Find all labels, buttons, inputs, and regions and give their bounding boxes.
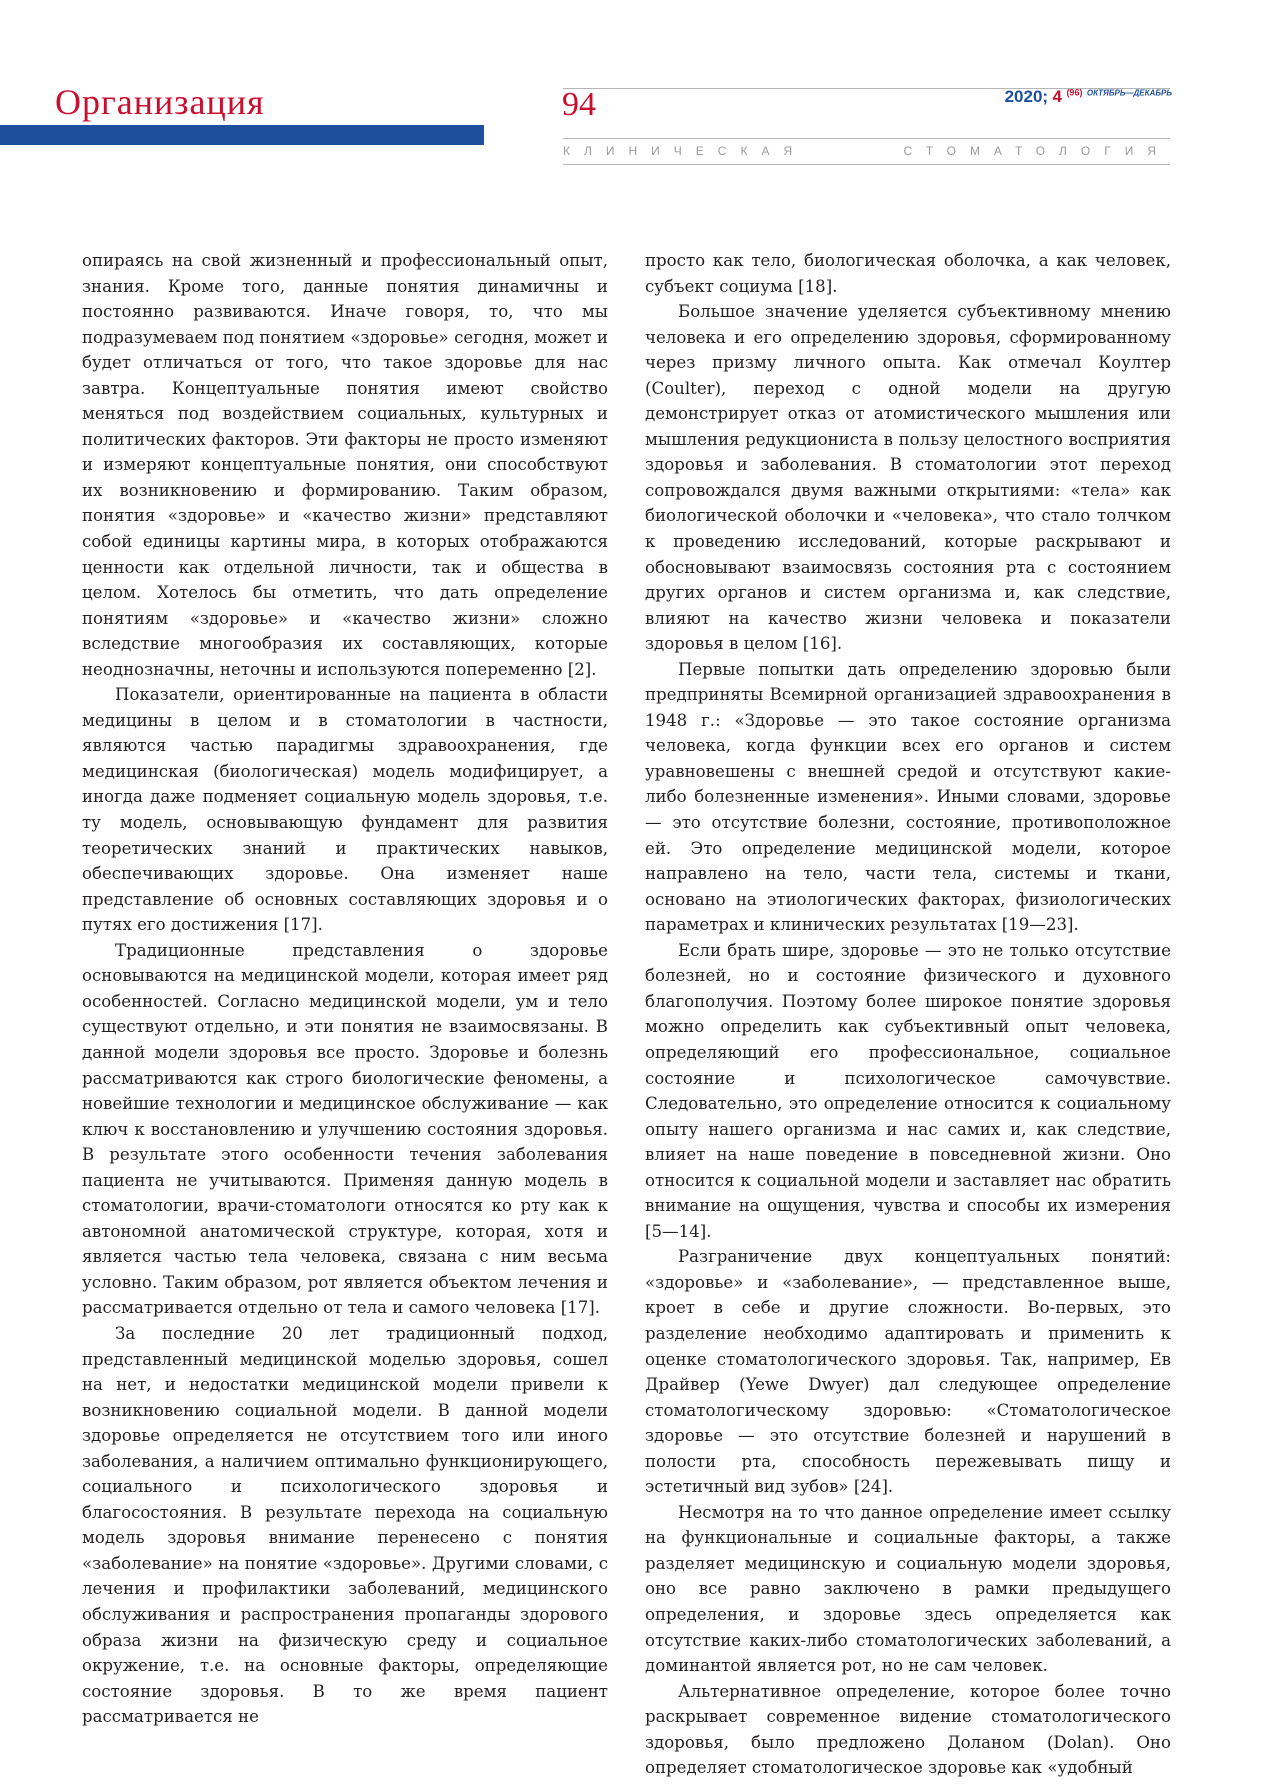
- journal-word: СТОМАТОЛОГИЯ: [903, 144, 1170, 158]
- journal-word: КЛИНИЧЕСКАЯ: [563, 144, 807, 158]
- issue-number: 4: [1052, 87, 1062, 106]
- paragraph: Если брать шире, здоровье — это не только отсутствие болезней, но и состояние физического и духовного благополучия. Поэтому более широкое понятие здоровья можно определить как субъективный опыт человека, определяющий его профессиональное, социальное состояние и психологическое самочувствие. Следовательно, это определение относится к социальному опыту нашего организма и нас самих и, как следствие, влияет на наше поведение в повседневной жизни. Оно относится к социальной модели и заставляет нас обратить внимание на ощущения, чувства и способы их измерения [5—14].: [645, 940, 1171, 1241]
- paragraph: Первые попытки дать определению здоровью были предприняты Всемирной организацией здравоохранения в 1948 г.: «Здоровье — это такое состояние организма человека, когда функции всех его органов и систем уравновешены с внешней средой и отсутствуют какие-либо болезненные изменения». Иными словами, здоровье — это отсутствие болезни, состояние, противоположное ей. Это определение медицинской модели, которое направлено на тело, части тела, системы и ткани, основано на этиологических факторах, физиологических параметрах и клинических результатах [19—23].: [645, 659, 1171, 935]
- paragraph: Традиционные представления о здоровье основываются на медицинской модели, которая имеет ряд особенностей. Согласно медицинской модели, ум и тело существуют отдельно, и эти понятия не взаимосвязаны. В данной модели здоровья все просто. Здоровье и болезнь рассматриваются как строго биологические феномены, а новейшие технологии и медицинское обслуживание — как ключ к восстановлению и улучшению состояния здоровья. В результате этого особенности течения заболевания пациента не учитываются. Применяя данную модель в стоматологии, врачи-стоматологи относятся ко рту как к автономной анатомической структуре, которая, хотя и является частью тела человека, связана с ним весьма условно. Таким образом, рот является объектом лечения и рассматривается отдельно от тела и самого человека [17].: [82, 940, 608, 1318]
- journal-name: [563, 144, 1170, 158]
- issue-total: (96): [1066, 87, 1083, 98]
- paragraph: просто как тело, биологическая оболочка, а как человек, субъект социума [18].: [645, 251, 1171, 296]
- header-rule-bottom: [563, 164, 1170, 165]
- issue-months: ОКТЯБРЬ—ДЕКАБРЬ: [1086, 88, 1172, 98]
- issue-info: [1005, 88, 1172, 106]
- paragraph: Большое значение уделяется субъективному мнению человека и его определению здоровья, сформированному через призму личного опыта. Как отмечал Коултер (Coulter), переход с одной модели на другую демонстрирует отказ от атомистического мышления или мышления редукциониста в пользу целостного восприятия здоровья и заболевания. В стоматологии этот переход сопровождался двумя важными открытиями: «тела» как биологической оболочки и «человека», что стало толчком к проведению исследований, которые раскрывают и обосновывают взаимосвязь состояния рта с состоянием других органов и систем организма и, как следствие, влияют на качество жизни человека и показатели здоровья в целом [16].: [645, 302, 1171, 654]
- paragraph: Несмотря на то что данное определение имеет ссылку на функциональные и социальные факторы, а также разделяет медицинскую и социальную модели здоровья, оно все равно заключено в рамки предыдущего определения, и здоровье здесь определяется как отсутствие каких-либо стоматологических заболеваний, а доминантой является рот, но не сам человек.: [645, 1502, 1171, 1676]
- right-column: [645, 248, 1171, 1781]
- paragraph: опираясь на свой жизненный и профессиональный опыт, знания. Кроме того, данные понятия динамичны и постоянно развиваются. Иначе говоря, то, что мы подразумеваем под понятием «здоровье» сегодня, может и будет отличаться от того, что такое здоровье для нас завтра. Концептуальные понятия имеют свойство меняться под воздействием социальных, культурных и политических факторов. Эти факторы не просто изменяют и измеряют концептуальные понятия, они способствуют их возникновению и формированию. Таким образом, понятия «здоровье» и «качество жизни» представляют собой единицы картины мира, в которых отображаются ценности как отдельной личности, так и общества в целом. Хотелось бы отметить, что дать определение понятиям «здоровье» и «качество жизни» сложно вследствие многообразия их составляющих, которые неоднозначны, неточны и используются попеременно [2].: [82, 251, 608, 679]
- page-number: 94: [562, 86, 596, 123]
- paragraph: За последние 20 лет традиционный подход, представленный медицинской моделью здоровья, сошел на нет, и недостатки медицинской модели привели к возникновению социальной модели. В данной модели здоровье определяется не отсутствием того или иного заболевания, а наличием оптимально функционирующего, социального и психологического здоровья и благосостояния. В результате перехода на социальную модель здоровья внимание перенесено с понятия «заболевание» на понятие «здоровье». Другими словами, с лечения и профилактики заболеваний, медицинского обслуживания и распространения пропаганды здорового образа жизни на физическую среду и социальное окружение, т.е. на основные факторы, определяющие состояние здоровья. В то же время пациент рассматривается не: [82, 1323, 608, 1727]
- paragraph: Показатели, ориентированные на пациента в области медицины в целом и в стоматологии в частности, являются частью парадигмы здравоохранения, где медицинская (биологическая) модель модифицирует, а иногда даже подменяет социальную модель здоровья, т.е. ту модель, основывающую фундамент для развития теоретических знаний и практических навыков, обеспечивающих здоровье. Она изменяет наше представление об основных составляющих здоровья и о путях его достижения [17].: [82, 685, 608, 935]
- header-rule-middle: [563, 138, 1170, 139]
- left-column: [82, 248, 608, 1730]
- section-color-bar: [0, 125, 484, 145]
- paragraph: Разграничение двух концептуальных понятий: «здоровье» и «заболевание», — представленное выше, кроет в себе и другие сложности. Во-первых, это разделение необходимо адаптировать и применить к оценке стоматологического здоровья. Так, например, Ев Драйвер (Yewe Dwyer) дал следующее определение стоматологическому здоровью: «Стоматологическое здоровье — это отсутствие болезней и нарушений в полости рта, способность пережевывать пищу и эстетичный вид зубов» [24].: [645, 1247, 1171, 1497]
- issue-year: 2020;: [1004, 87, 1049, 106]
- section-title: Организация: [55, 82, 265, 122]
- paragraph: Альтернативное определение, которое более точно раскрывает современное видение стоматологического здоровья, было предложено Доланом (Dolan). Оно определяет стоматологическое здоровье как «удобный: [645, 1681, 1171, 1778]
